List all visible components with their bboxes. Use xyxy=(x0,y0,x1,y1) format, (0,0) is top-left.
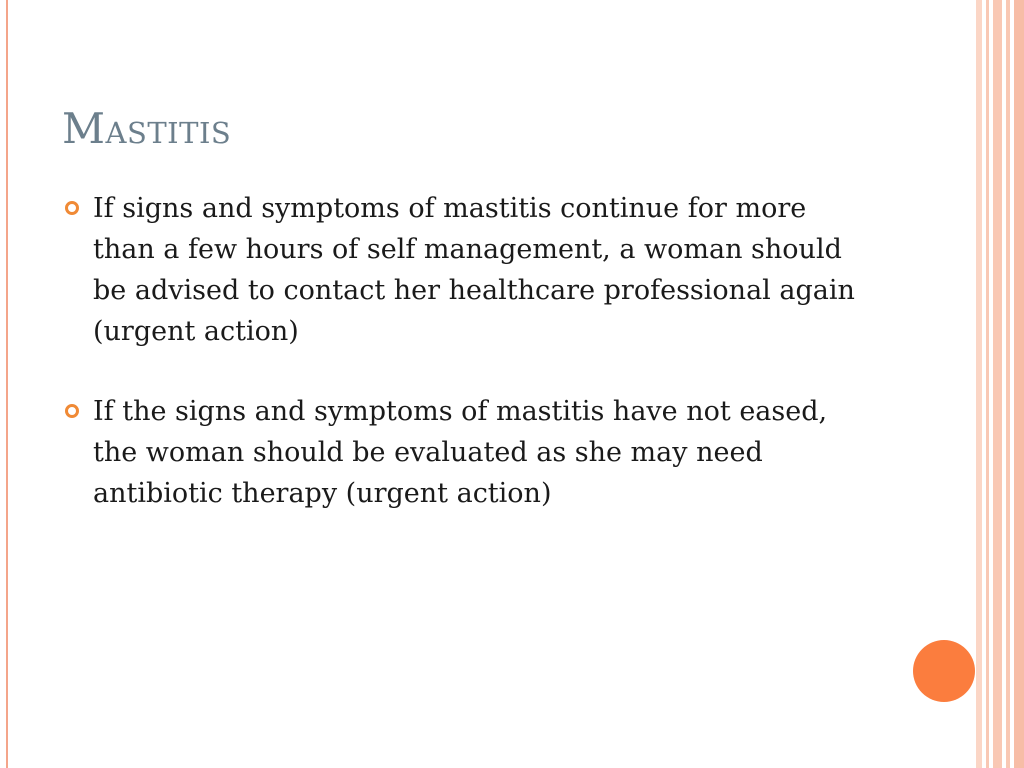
bullet-item xyxy=(62,188,862,352)
stripe xyxy=(976,0,982,768)
slide-title: Mastitis xyxy=(62,104,232,153)
accent-circle-icon xyxy=(913,640,975,702)
bullet-list xyxy=(62,188,862,553)
bullet-text: If signs and symptoms of mastitis continue for more than a few hours of self management, a woman should be advised to contact her healthcare professional again (urgent action) xyxy=(93,193,855,347)
stripe xyxy=(993,0,1002,768)
stripe xyxy=(1006,0,1010,768)
decorative-stripes xyxy=(976,0,1024,768)
bullet-text: If the signs and symptoms of mastitis have not eased, the woman should be evaluated as she may need antibiotic therapy (urgent action) xyxy=(93,396,828,509)
bullet-ring-icon xyxy=(65,201,79,215)
left-border-line xyxy=(6,0,8,768)
stripe xyxy=(986,0,989,768)
bullet-item xyxy=(62,391,862,514)
bullet-ring-icon xyxy=(65,404,79,418)
stripe xyxy=(1014,0,1024,768)
